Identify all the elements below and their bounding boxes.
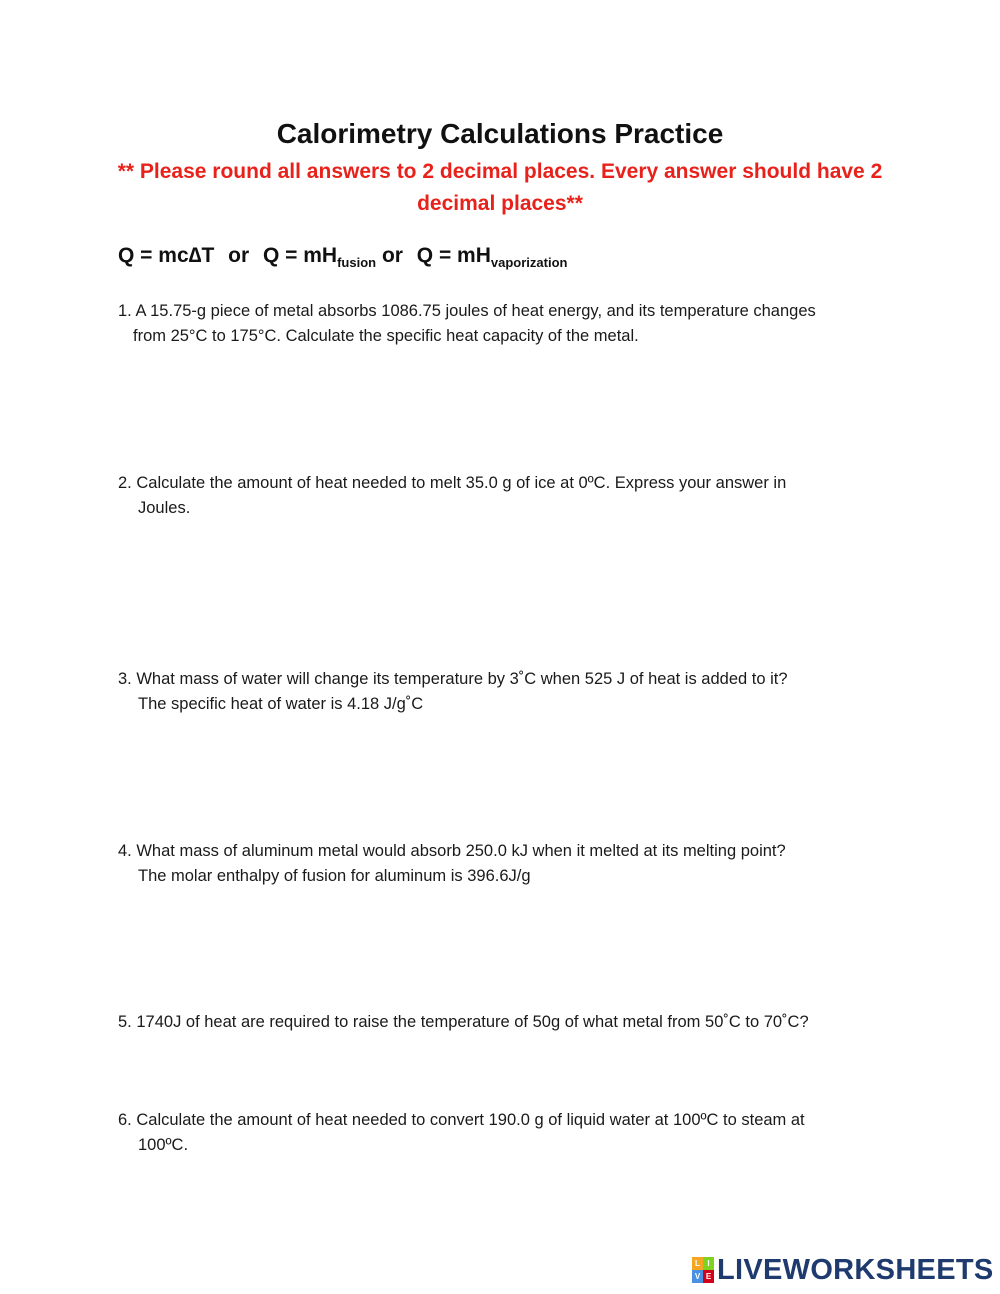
formula-or-2: or xyxy=(381,244,403,267)
question-text-line-1: Calculate the amount of heat needed to convert 190.0 g of liquid water at 100ºC to steam at xyxy=(136,1111,805,1129)
question-text-line-1: What mass of aluminum metal would absorb 250.0 kJ when it melted at its melting point? xyxy=(136,842,786,860)
question-3 xyxy=(118,667,888,716)
question-text-line-1: Calculate the amount of heat needed to melt 35.0 g of ice at 0ºC. Express your answer in xyxy=(136,474,787,492)
liveworksheets-logo xyxy=(692,1254,994,1286)
question-number: 3. xyxy=(118,670,132,688)
question-5 xyxy=(118,1010,888,1035)
question-text-line-2: Joules. xyxy=(138,498,191,517)
formula-fusion: Q = mH xyxy=(262,244,338,267)
question-4 xyxy=(118,839,888,888)
question-text-line-1: What mass of water will change its temperature by 3˚C when 525 J of heat is added to it? xyxy=(136,670,788,688)
question-1 xyxy=(118,299,888,348)
question-number: 1. xyxy=(118,302,132,320)
question-6 xyxy=(118,1108,888,1157)
question-text-line-1: 1740J of heat are required to raise the temperature of 50g of what metal from 50˚C to 70˚C? xyxy=(136,1013,809,1031)
formula-vaporization: Q = mH xyxy=(416,244,491,267)
formula-vaporization-subscript: vaporization xyxy=(490,255,568,270)
question-number: 5. xyxy=(118,1013,132,1031)
question-text-line-2: The specific heat of water is 4.18 J/g˚C xyxy=(138,694,424,713)
question-2 xyxy=(118,471,888,520)
question-number: 4. xyxy=(118,842,132,860)
liveworksheets-wordmark: LIVEWORKSHEETS xyxy=(717,1254,994,1286)
question-text-line-2: 100ºC. xyxy=(138,1135,189,1154)
question-number: 6. xyxy=(118,1111,132,1129)
logo-mark-letter: E xyxy=(703,1270,714,1283)
logo-mark-letter: L xyxy=(692,1257,703,1270)
question-text-line-2: from 25°C to 175°C. Calculate the specific heat capacity of the metal. xyxy=(133,326,639,345)
formula-or-1: or xyxy=(228,244,250,267)
question-text-line-1: A 15.75-g piece of metal absorbs 1086.75 joules of heat energy, and its temperature changes xyxy=(135,302,816,320)
question-text-line-2: The molar enthalpy of fusion for aluminum is 396.6J/g xyxy=(138,866,531,885)
question-number: 2. xyxy=(118,474,132,492)
logo-mark-letter: I xyxy=(703,1257,714,1270)
liveworksheets-mark-icon xyxy=(692,1257,714,1283)
rounding-instructions: ** Please round all answers to 2 decimal places. Every answer should have 2 decimal places** xyxy=(117,160,883,215)
formula-fusion-subscript: fusion xyxy=(337,255,377,270)
page-title: Calorimetry Calculations Practice xyxy=(276,118,724,149)
formula-line xyxy=(118,244,567,268)
formula-specific-heat: Q = mc∆T xyxy=(118,244,215,267)
logo-mark-letter: V xyxy=(692,1270,703,1283)
